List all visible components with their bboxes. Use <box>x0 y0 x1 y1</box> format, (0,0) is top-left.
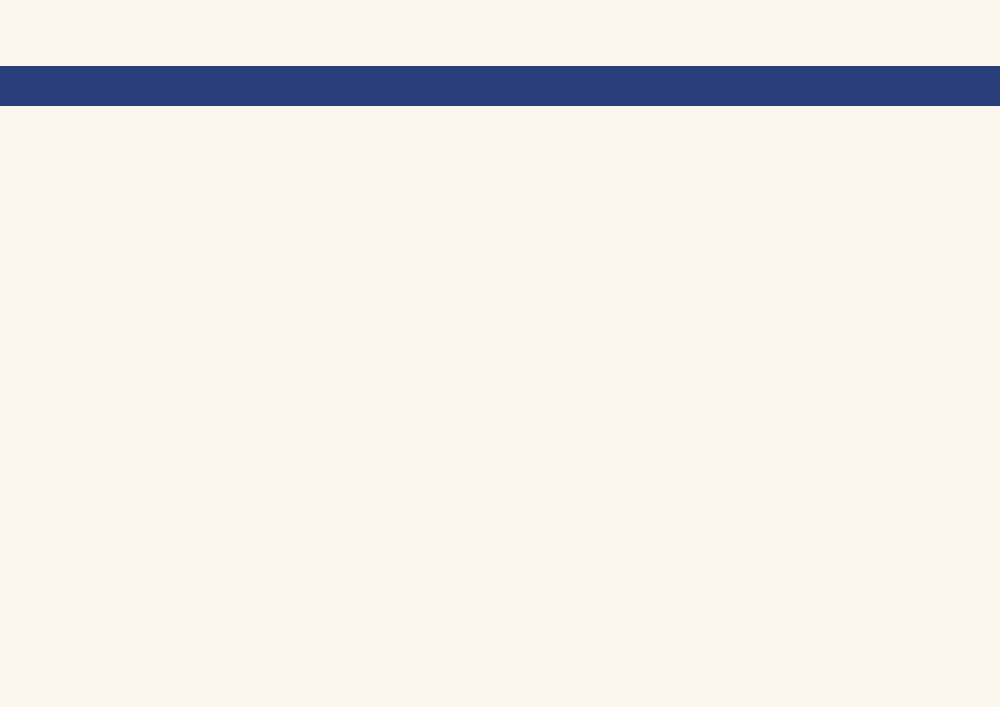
event-time <box>18 229 80 242</box>
event-time <box>18 118 80 131</box>
event-mo-4 <box>688 142 988 155</box>
event-fr-3 <box>18 147 338 160</box>
event-time <box>688 142 750 155</box>
column-monday <box>688 110 988 229</box>
top-photo-strip <box>0 0 1000 66</box>
event-fr-1 <box>18 118 338 131</box>
event-time <box>18 147 80 160</box>
bottom-photo-strip <box>688 600 1000 707</box>
header-band <box>0 66 1000 106</box>
event-time <box>688 179 750 192</box>
event-sa-8 <box>18 229 338 242</box>
column-sunday <box>357 114 677 198</box>
column-friday-saturday <box>18 110 338 246</box>
event-mo-7 <box>688 179 988 192</box>
